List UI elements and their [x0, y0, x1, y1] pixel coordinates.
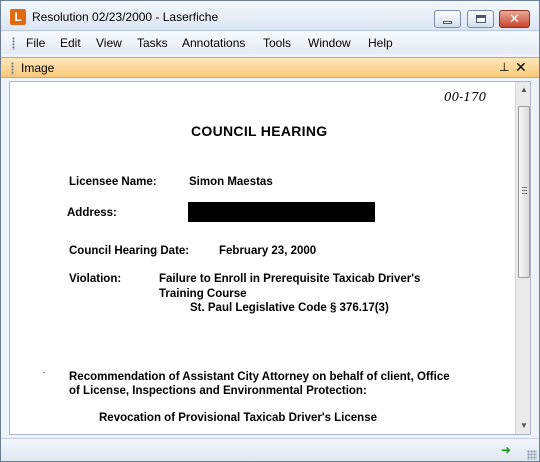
- document-page: [10, 82, 515, 434]
- address-label: Address:: [67, 207, 117, 219]
- recommendation-line2: of License, Inspections and Environmental Protection:: [69, 385, 367, 397]
- hearing-date-value: February 23, 2000: [219, 245, 317, 257]
- close-icon: ✕: [509, 11, 520, 26]
- window-title: Resolution 02/23/2000 - Laserfiche: [32, 10, 219, 24]
- menu-bar: [1, 32, 539, 54]
- maximize-button[interactable]: [467, 10, 494, 28]
- panel-close-icon[interactable]: ✕: [515, 59, 527, 75]
- document-title: COUNCIL HEARING: [191, 123, 328, 139]
- menubar-grip-icon[interactable]: [12, 37, 15, 50]
- violation-label: Violation:: [69, 273, 122, 285]
- status-bar: [1, 438, 539, 461]
- image-panel-title: Image: [21, 61, 55, 75]
- minimize-button[interactable]: [434, 10, 461, 28]
- title-bar[interactable]: [1, 1, 539, 31]
- laserfiche-logo-icon: L: [10, 9, 26, 25]
- vertical-scrollbar[interactable]: [515, 82, 531, 434]
- violation-text-line1: Failure to Enroll in Prerequisite Taxicab Driver's: [159, 273, 421, 285]
- pin-icon[interactable]: ⊥: [499, 60, 510, 74]
- scroll-up-icon[interactable]: ▲: [520, 85, 528, 94]
- menu-file[interactable]: File: [26, 36, 46, 50]
- handwritten-document-number: 00-170: [444, 90, 487, 104]
- hearing-date-label: Council Hearing Date:: [69, 245, 190, 257]
- image-panel-header: [1, 57, 539, 78]
- menu-tools[interactable]: Tools: [263, 36, 292, 50]
- panel-grip-icon[interactable]: [11, 62, 14, 75]
- minimize-icon: [443, 21, 452, 24]
- redacted-address: [188, 202, 375, 222]
- scan-speck: [43, 372, 45, 373]
- thumb-grip-icon: [522, 187, 527, 194]
- menu-view[interactable]: View: [96, 36, 122, 50]
- menu-annotations[interactable]: Annotations: [182, 36, 246, 50]
- resize-grip-icon[interactable]: [527, 450, 537, 460]
- revocation-text: Revocation of Provisional Taxicab Driver's License: [99, 412, 377, 424]
- image-viewer[interactable]: [9, 81, 531, 435]
- menu-help[interactable]: Help: [368, 36, 393, 50]
- licensee-value: Simon Maestas: [189, 176, 273, 188]
- green-arrow-icon[interactable]: ➜: [501, 443, 512, 457]
- violation-code: St. Paul Legislative Code § 376.17(3): [190, 302, 389, 314]
- menu-edit[interactable]: Edit: [60, 36, 81, 50]
- menu-tasks[interactable]: Tasks: [137, 36, 168, 50]
- recommendation-line1: Recommendation of Assistant City Attorney on behalf of client, Office: [69, 371, 450, 383]
- close-button[interactable]: [499, 10, 530, 28]
- scroll-down-icon[interactable]: ▼: [520, 421, 528, 430]
- licensee-label: Licensee Name:: [69, 176, 157, 188]
- scroll-thumb[interactable]: [518, 106, 530, 278]
- violation-text-line2: Training Course: [159, 288, 247, 300]
- maximize-icon: [476, 15, 486, 23]
- menu-window[interactable]: Window: [308, 36, 351, 50]
